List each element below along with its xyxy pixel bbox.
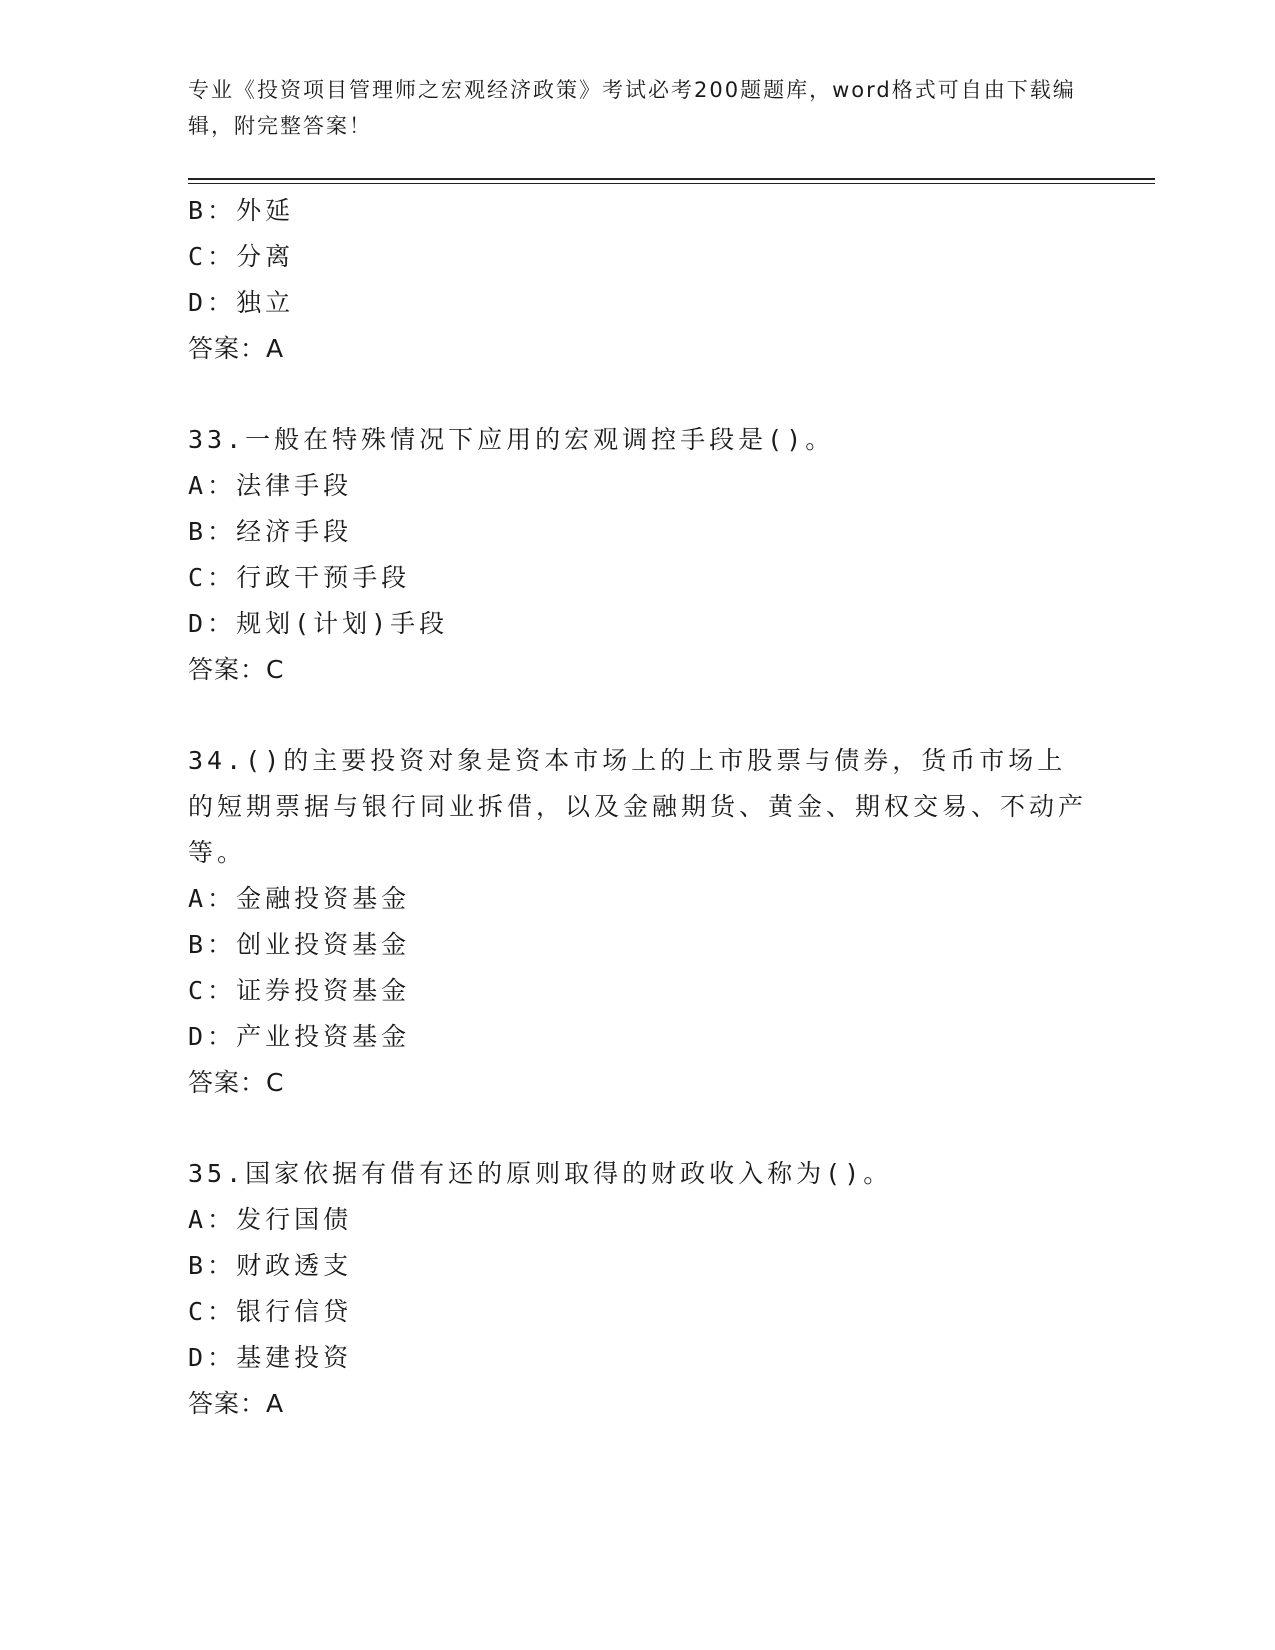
answer-label: 答案： — [188, 1389, 267, 1418]
option-line — [188, 463, 1088, 509]
option-letter: A： — [188, 1205, 237, 1234]
option-letter: C： — [188, 242, 237, 271]
answer-value: C — [266, 655, 285, 684]
option-text: 外延 — [236, 196, 295, 225]
option-letter: D： — [188, 609, 237, 638]
option-text: 行政干预手段 — [236, 563, 411, 592]
header-title: 专业《投资项目管理师之宏观经济政策》考试必考200题题库，word格式可自由下载编辑，附完整答案！ — [188, 78, 1076, 138]
option-letter: B： — [188, 517, 237, 546]
option-line — [188, 601, 1088, 647]
option-line — [188, 555, 1088, 601]
answer-line — [188, 647, 1088, 693]
option-line — [188, 280, 1088, 326]
option-text: 金融投资基金 — [236, 884, 411, 913]
option-text: 银行信贷 — [236, 1297, 353, 1326]
header-divider-thick — [188, 178, 1155, 180]
question-stem: 35.国家依据有借有还的原则取得的财政收入称为()。 — [188, 1159, 893, 1188]
option-line — [188, 188, 1088, 234]
answer-line — [188, 1381, 1088, 1427]
option-line — [188, 1243, 1088, 1289]
option-letter: B： — [188, 196, 237, 225]
option-line — [188, 1014, 1088, 1060]
option-text: 发行国债 — [236, 1205, 353, 1234]
option-line — [188, 922, 1088, 968]
question-block-prev — [188, 188, 1088, 372]
option-letter: C： — [188, 1297, 237, 1326]
option-text: 证券投资基金 — [236, 976, 411, 1005]
option-text: 独立 — [236, 288, 295, 317]
answer-value: A — [266, 334, 285, 363]
answer-label: 答案： — [188, 334, 267, 363]
document-body — [188, 188, 1088, 1427]
option-text: 规划(计划)手段 — [236, 609, 449, 638]
option-letter: D： — [188, 1343, 237, 1372]
question-stem: 33.一般在特殊情况下应用的宏观调控手段是()。 — [188, 425, 835, 454]
option-line — [188, 234, 1088, 280]
option-text: 产业投资基金 — [236, 1022, 411, 1051]
option-letter: C： — [188, 563, 237, 592]
question-block-35 — [188, 1151, 1088, 1427]
option-letter: A： — [188, 471, 237, 500]
question-stem: 34.()的主要投资对象是资本市场上的上市股票与债券，货币市场上的短期票据与银行同业拆借，以及金融期货、黄金、期权交易、不动产等。 — [188, 746, 1088, 867]
answer-value: A — [266, 1389, 285, 1418]
option-letter: D： — [188, 1022, 237, 1051]
answer-value: C — [266, 1068, 285, 1097]
option-letter: B： — [188, 930, 237, 959]
option-text: 分离 — [236, 242, 295, 271]
option-line — [188, 876, 1088, 922]
document-header — [188, 72, 1088, 144]
option-text: 基建投资 — [236, 1343, 353, 1372]
option-line — [188, 1289, 1088, 1335]
option-line — [188, 968, 1088, 1014]
option-text: 法律手段 — [236, 471, 353, 500]
option-text: 经济手段 — [236, 517, 353, 546]
option-letter: C： — [188, 976, 237, 1005]
option-line — [188, 509, 1088, 555]
answer-label: 答案： — [188, 655, 267, 684]
answer-line — [188, 326, 1088, 372]
option-line — [188, 1197, 1088, 1243]
option-letter: A： — [188, 884, 237, 913]
option-line — [188, 1335, 1088, 1381]
option-text: 创业投资基金 — [236, 930, 411, 959]
question-block-33 — [188, 417, 1088, 693]
answer-line — [188, 1060, 1088, 1106]
option-text: 财政透支 — [236, 1251, 353, 1280]
option-letter: B： — [188, 1251, 237, 1280]
option-letter: D： — [188, 288, 237, 317]
answer-label: 答案： — [188, 1068, 267, 1097]
question-block-34 — [188, 738, 1088, 1106]
header-divider-thin — [188, 183, 1155, 184]
